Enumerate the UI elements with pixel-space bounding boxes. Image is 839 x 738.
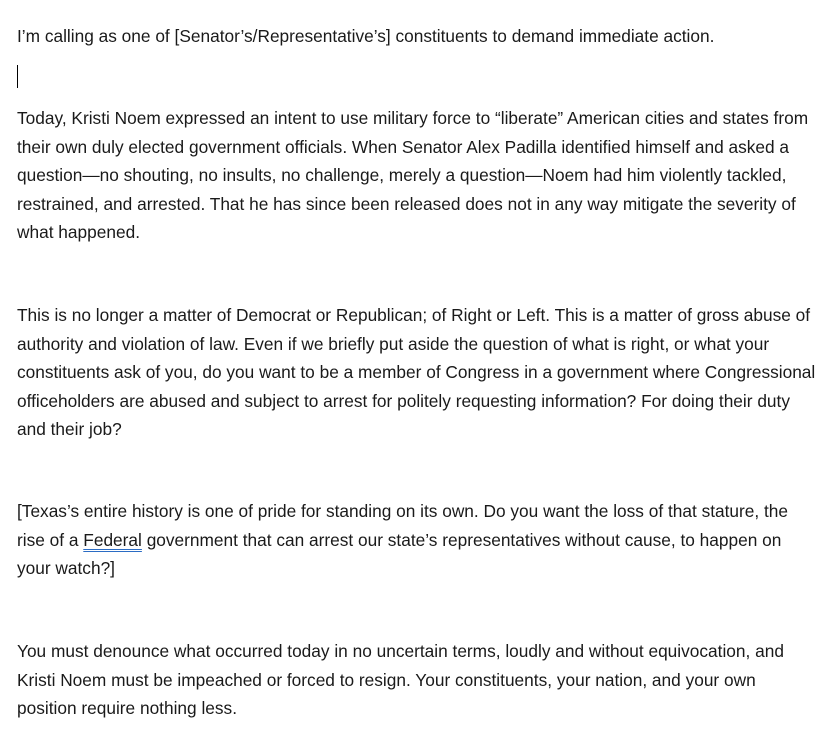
paragraph-demand: You must denounce what occurred today in no uncertain terms, loudly and without equivocation, and Kristi Noem must be impeached or forced to resign. Your constituents, your nation, and your own position require nothing less. — [17, 641, 784, 719]
paragraph-incident: Today, Kristi Noem expressed an intent to use military force to “liberate” American cities and states from their own duly elected government officials. When Senator Alex Padilla identified himself and asked a question—no shouting, no insults, no challenge, merely a question—Noem had him violently tackled, restrained, and arrested. That he has since been released does not in any way mitigate the severity of what happened. — [17, 108, 809, 243]
paragraph-intro: I’m calling as one of [Senator’s/Representative’s] constituents to demand immediate action. — [17, 26, 715, 46]
grammar-flagged-word[interactable]: Federal — [83, 529, 142, 550]
paragraph-argument: This is no longer a matter of Democrat or Republican; of Right or Left. This is a matter of gross abuse of authority and violation of law. Even if we briefly put aside the question of what is right, or what your constituents ask of you, do you want to be a member of Congress in a government where Congressional officeholders are abused and subject to arrest for politely requesting information? For doing their duty and their job? — [17, 305, 816, 440]
paragraph-texas-end: government that can arrest our state’s representatives without cause, to happen on your watch?] — [17, 529, 782, 579]
text-cursor — [17, 65, 18, 88]
paragraph-texas — [17, 497, 817, 583]
paragraph-texas-start: [Texas’s entire history is one of pride for standing on its own. Do you want the loss of that stature, the rise of a — [17, 501, 789, 550]
